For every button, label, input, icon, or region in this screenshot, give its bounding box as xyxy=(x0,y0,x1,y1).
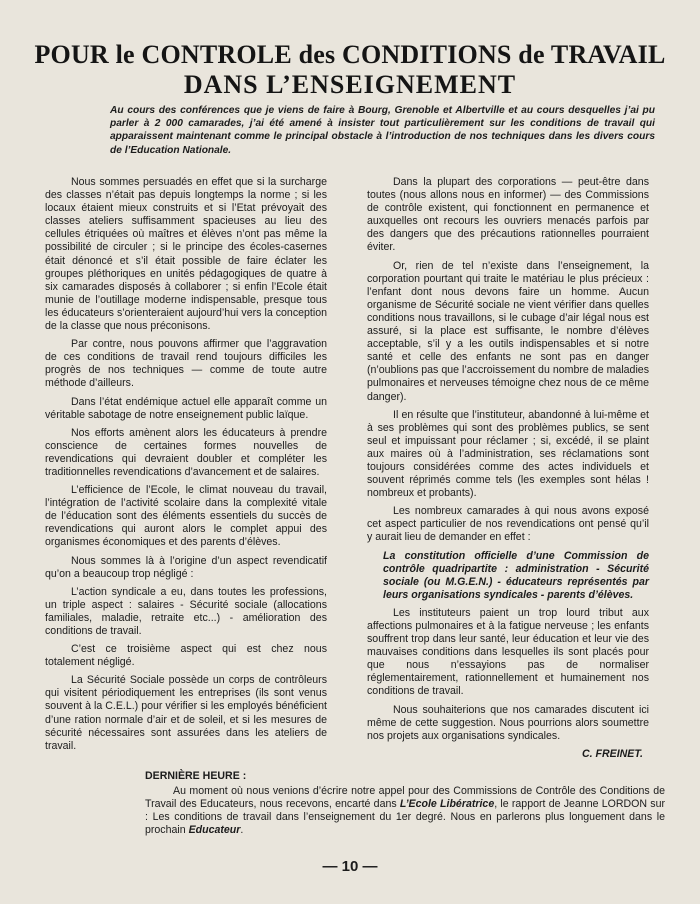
title-line-1: POUR le CONTROLE des CONDITIONS de TRAVAIL xyxy=(34,40,666,69)
paragraph: Les nombreux camarades à qui nous avons exposé cet aspect particulier de nos revendications ont pensé qu’il y aurait lieu de demander en effet : xyxy=(367,505,649,544)
paragraph: Nous sommes là à l’origine d’un aspect revendicatif qu’on a beaucoup trop négligé : xyxy=(45,554,327,580)
paragraph: Or, rien de tel n’existe dans l’enseignement, la corporation pourtant qui traite le matériau le plus précieux : l’enfant dont nous devons faire un homme. Aucun organisme de Sécurité sociale ne vient vérifier dans quelles conditions nous travaillons, si le cubage d’air légal nous est assuré, si la place est suffisante, le nombre d’élèves acceptable, s’il y a les outils indispensables et si notre santé et celle des enfants ne sont pas en danger (n’oublions pas que l’accroissement du nombre de maladies pulmonaires et nerveuses témoigne chez nous de ce même danger). xyxy=(367,259,649,403)
publication-name: L’Ecole Libératrice xyxy=(399,798,495,811)
paragraph: Par contre, nous pouvons affirmer que l’aggravation de ces conditions de travail rend toujours difficiles les progrès de nos techniques — comme de toute autre méthode d’ailleurs. xyxy=(45,338,327,390)
late-news-text-2: , le rapport de Jeanne LORDON sur : Les conditions de travail dans l’enseignement du 1er degré. Nous en parlerons plus longuement dans le prochain xyxy=(145,798,665,837)
late-news-text xyxy=(145,785,665,837)
paragraph: La Sécurité Sociale possède un corps de contrôleurs qui visitent périodiquement les entreprises (ils sont venus souvent à la C.E.L.) pour vérifier si les employés bénéficient d’une ration normale d’air et de soleil, et si les mesures de sécurité nécessaires sont assurées dans les ateliers de travail. xyxy=(45,674,327,752)
right-column xyxy=(367,176,649,766)
paragraph: L’efficience de l’Ecole, le climat nouveau du travail, l’intégration de l’activité scolaire dans la complexité vitale de l’éducation sont des éléments essentiels du succès de revendications qui auront alors le complet appui des organismes économiques et des parents d’élèves. xyxy=(45,484,327,549)
author-signature: C. FREINET. xyxy=(581,747,643,760)
paragraph: L’action syndicale a eu, dans toutes les professions, un triple aspect : salaires - Sécurité sociale (allocations familiales, maladie, retraite etc...) - amélioration des conditions de travail. xyxy=(45,585,327,637)
paragraph: Dans la plupart des corporations — peut-être dans toutes (nous allons nous en informer) — des Commissions de contrôle existent, qui fonctionnent en permanence et auxquelles ont recours les ouvriers menacés parfois par des dangers que des précautions rationnelles pourraient éviter. xyxy=(367,176,649,254)
intro-paragraph: Au cours des conférences que je viens de faire à Bourg, Grenoble et Albertville et au cours desquelles j’ai pu parler à 2 000 camarades, j’ai été amené à insister tout particulièrement sur les conditions de travail qui apparaissent maintenant comme le principal obstacle à l’introduction de nos techniques dans les divers cours de l’Education Nationale. xyxy=(110,105,655,156)
late-news-box xyxy=(145,770,665,837)
late-news-text-1: Au moment où nous venions d’écrire notre appel pour des Commissions de Contrôle des Conditions de Travail des Educateurs, nous recevons, encarté dans xyxy=(145,785,665,811)
paragraph: Nous souhaiterions que nos camarades discutent ici même de cette suggestion. Nous pourrions alors soumettre nos projets aux organisations syndicales. xyxy=(367,703,649,742)
late-news-text-3: . xyxy=(240,824,244,837)
paragraph: Nous sommes persuadés en effet que si la surcharge des classes n’était pas depuis longtemps la norme ; si les locaux étaient mieux construits et si l’Etat prévoyait des classes ateliers suffisamment spacieuses au lieu des cellules étriquées où maîtres et élèves n’ont pas même la possibilité de circuler ; si le principe des écoles-casernes était dénoncé et s’il était possible de faire éclater les groupes pléthoriques en unités pédagogiques de quatre à six camarades disposés à collaborer ; si enfin l’Ecole était munie de l’outillage moderne indispensable, presque tous les éducateurs s’orienteraient aujourd’hui vers la conception de la classe que nous préconisons. xyxy=(45,176,327,333)
left-column xyxy=(45,176,327,758)
publication-name-2: Educateur xyxy=(188,824,241,837)
article-title xyxy=(30,40,670,100)
page-number: — 10 — xyxy=(322,858,378,875)
paragraph: Dans l’état endémique actuel elle apparaît comme un véritable sabotage de notre enseignement public laïque. xyxy=(45,395,327,421)
paragraph: C’est ce troisième aspect qui est chez nous totalement négligé. xyxy=(45,643,327,669)
paragraph: Nos efforts amènent alors les éducateurs à prendre conscience de certaines formes nouvelles de revendications qui devraient doubler et compléter les traditionnelles revendications d’avancement et de salaires. xyxy=(45,426,327,478)
title-line-2: DANS L’ENSEIGNEMENT xyxy=(183,70,517,99)
proposal-emphasis: La constitution officielle d’une Commission de contrôle quadripartite : administration - Sécurité sociale (ou M.G.E.N.) - éducateurs représentés par leurs organisations syndicales - parents d’élèves. xyxy=(383,549,649,601)
late-news-heading: DERNIÈRE HEURE : xyxy=(145,770,247,782)
paragraph: Les instituteurs paient un trop lourd tribut aux affections pulmonaires et à la fatigue nerveuse ; les enfants souffrent trop dans leur santé, leur éducation et leur vie des mauvaises conditions dans lesquelles ils sont placés pour que nous n’essayions pas de normaliser réglementairement, rationnellement et humainement nos conditions de travail. xyxy=(367,606,649,698)
paragraph: Il en résulte que l’instituteur, abandonné à lui-même et à ses problèmes qui sont des problèmes publics, se sent seul et impuissant pour réclamer ; si, excédé, il se plaint aux maires où à l’administration, ses réclamations sont toujours considérées comme des actes individuels et souvent réprimés comme tels (les exemples sont hélas ! nombreux et probants). xyxy=(367,408,649,500)
